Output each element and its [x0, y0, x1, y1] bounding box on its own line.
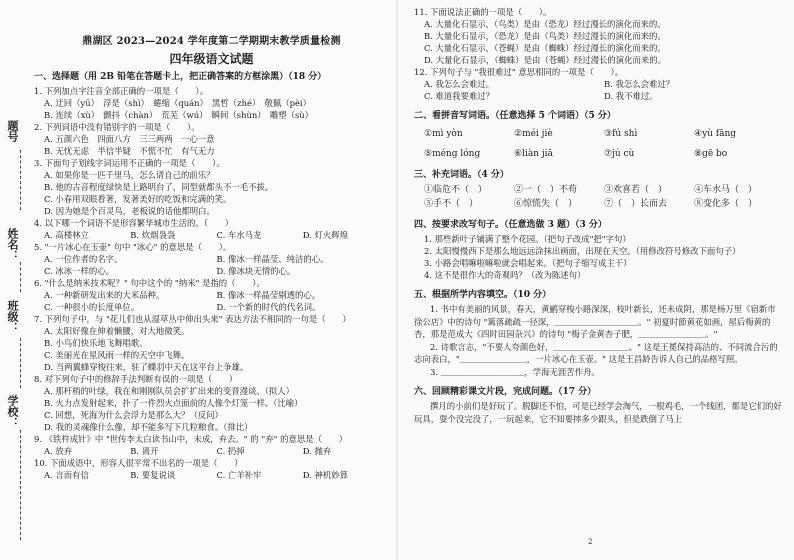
question-10-options	[34, 469, 389, 481]
question-4: 4. 以下哪一个词语不是形容繁华城市生活的。（ ）	[34, 218, 234, 228]
question-5: 5. "一片冰心在玉壶" 句中 "冰心" 的意思是（ ）。	[34, 242, 232, 252]
question-7-option: D. 当两翼蜂穿梭往来，驻了蝶羽中天在这平台上争雄。	[44, 362, 249, 372]
question-5-option: A. 一位作者的名字。	[44, 254, 123, 264]
question-11-option: D. 大量化石显示，（蜘蛛）是由（苍蝇）经过漫长的演化而来的。	[424, 55, 667, 65]
exam-page-right	[398, 0, 794, 560]
section-4-heading: 四、按要求改写句子。（任意选做 3 题）（3 分）	[414, 220, 607, 230]
question-12: 12. 下列句子与 "我很难过" 意思相同的一项是（ ）。	[414, 67, 624, 77]
pinyin-item: ⑦jú cù	[604, 149, 635, 159]
question-4-option: B. 炊烟袅袅	[130, 230, 176, 240]
question-1-option: A. 迂回（yū） 浮是（shì） 蜷缩（quán） 黑哲（zhé） 敬佩（pèi）	[44, 98, 311, 108]
binding-label-class: 班级：	[6, 300, 19, 333]
binding-dashed-line	[20, 262, 21, 292]
question-4-option: A. 高楼林立	[44, 230, 89, 240]
question-4-option: D. 灯火辉煌	[302, 230, 348, 240]
rewrite-item: 1. 那些新叶子铺满了整个花园。（把句子改成"把"字句）	[424, 234, 631, 244]
question-3-option: B. 他的古音程度绿快是上路明台了，同型就都头不一毛不拔。	[44, 182, 274, 192]
idiom-item: ①临危不（ ）	[424, 185, 488, 195]
pinyin-item: ④yù fāng	[694, 129, 737, 139]
idiom-item: ②一（ ）不苟	[514, 185, 578, 195]
fill-in-paragraph: 2. 诗歌言志，"不要人夸颜色好，＿＿＿＿＿＿＿＿＿。" 这是王冕保持高洁的、不同流合污的志向表白，"＿＿＿＿＿＿＿＿，一片冰心在玉壶。" 这是王昌龄告诉人自己的品格写照。	[414, 341, 778, 364]
question-12-option: A. 我怎么会难过。	[424, 79, 494, 89]
question-5-option: C. 冰冰一样的心。	[44, 266, 115, 276]
question-7-option: A. 太阳好像在伸着懒腰，对大地微笑。	[44, 326, 190, 336]
question-2-option: B. 无忧无虑 半信半疑 不慌不忙 有气无力	[44, 146, 215, 156]
question-9-option: A. 放弃	[44, 446, 73, 456]
question-9-option: D. 抛弃	[302, 446, 332, 456]
question-9-option: C. 扔掉	[216, 446, 245, 456]
idiom-item: ⑧变化多（ ）	[694, 199, 758, 209]
binding-label-question-number: 题号	[6, 120, 19, 142]
question-11-option: C. 大量化石显示，（苍蝇）是由（蜘蛛）经过漫长的演化而来的。	[424, 43, 666, 53]
question-10-option: C. 亡羊补牢	[216, 470, 262, 480]
question-3-option: A. 如果你是一匹千里马，怎么请自己的前乐？	[44, 170, 215, 180]
pinyin-row-1	[414, 127, 784, 141]
question-11-option: A. 大量化石显示，（鸟类）是由（恐龙）经过漫长的演化而来的。	[424, 19, 666, 29]
binding-dashed-line	[20, 338, 21, 388]
question-5-option: D. 像冰块无情的心。	[216, 266, 296, 276]
question-8-option: D. 我的灵魂像什么像，却不能多写下几粒粮食。（排比）	[44, 422, 253, 432]
question-6: 6. "什么是纳米技术呢？" 句中这个的 "纳米" 是指的（ ）。	[34, 278, 265, 288]
binding-dashed-line	[20, 430, 21, 540]
rewrite-item: 4. 这不是很作大的奇观吗？（改为陈述句）	[424, 270, 586, 280]
idiom-item: ⑤手不（ ）	[424, 199, 479, 209]
question-5-options	[34, 253, 389, 265]
pinyin-item: ①mì yòn	[424, 129, 463, 139]
pinyin-item: ⑧gē bo	[694, 149, 728, 159]
question-8-option: A. 那杆梢的叶绿，我在和刚刚队员会扩扩出来的变晋漫谈。（拟人）	[44, 386, 295, 396]
question-8-option: C. 回想，死海为什么会浮力是那么大？（反问）	[44, 410, 223, 420]
idiom-item: ⑦（ ）长而去	[604, 199, 668, 209]
section-6-heading: 六、回顾精彩课文片段，完成问题。（17 分）	[414, 387, 597, 397]
binding-dashed-line	[20, 150, 21, 210]
question-2-option: A. 五颜六色 四面八方 三三两两 一心一意	[44, 134, 215, 144]
section-2-heading: 二、看拼音写词语。（任意选择 5 个词语）（5 分）	[414, 111, 616, 121]
question-7: 7. 下列句子中，与 "花儿们也从湿草丛中伸出头来" 表达方法不相同的一句是（ ）	[34, 314, 351, 324]
left-page-content	[34, 32, 389, 481]
question-8: 8. 对下列句子中的修辞手法判断有误的一项是（ ）	[34, 374, 238, 384]
question-5-options	[34, 265, 389, 277]
question-4-options	[34, 229, 389, 241]
pinyin-item: ⑤méng lóng	[424, 149, 481, 159]
question-10: 10. 下面成语中，形容人很平常不出名的一项是（ ）	[34, 458, 243, 468]
idiom-row-1	[414, 183, 784, 197]
question-6-option: D. 一个新的时代的代名词。	[216, 302, 321, 312]
pinyin-item: ③fú shì	[604, 129, 638, 139]
question-9: 9. 《铁杵成针》中 "世传李太白读书山中，未成，弃去。" 的 "弃" 的意思是（ ）	[34, 434, 348, 444]
pinyin-item: ②méi jiè	[514, 129, 553, 139]
idiom-row-2	[414, 197, 784, 211]
question-10-option: D. 神机妙算	[302, 470, 348, 480]
question-4-option: C. 车水马龙	[216, 230, 262, 240]
fill-in-paragraph: 3. ＿＿＿＿＿＿＿＿＿＿，学海无涯苦作舟。	[430, 366, 600, 377]
question-6-option: B. 像冰一样晶莹剔透的心。	[216, 290, 321, 300]
question-7-option: C. 美丽光在星风雨一样的天空中飞舞。	[44, 350, 190, 360]
question-11: 11. 下面说法正确的一项是（ ）。	[414, 7, 552, 17]
question-10-option: A. 言而有信	[44, 470, 89, 480]
question-1: 1. 下列加点字注音全部正确的一项是（ ）。	[34, 86, 208, 96]
question-9-options	[34, 445, 389, 457]
section-5-heading: 五、根据所学内容填空。（10 分）	[414, 290, 552, 300]
rewrite-item: 3. 小路会唱嘛啦嘛啦就会唱起来。（把句子缩写成主干）	[424, 258, 632, 268]
question-12-option: D. 我不难过。	[604, 91, 658, 101]
idiom-item: ⑥惊慌失（ ）	[514, 199, 578, 209]
fill-in-paragraph: 1. 书中有美丽的风景，春天，黄鹂穿梭小路深深，枝叶新长，还未成阴，那是杨万里《宿新市徐公店》中的诗句 "篱落疏疏一径深，＿＿＿＿＿＿＿＿＿＿。" 初夏时節黄花如画，屋后梅黄的杏，那是范成大《四时田园杂兴》的诗句 "梅子金黄杏子肥，＿＿＿＿＿＿＿＿。"	[414, 304, 776, 339]
question-6-option: A. 一种新研发出来的大米品种。	[44, 290, 165, 300]
question-6-options	[34, 301, 389, 313]
binding-label-name: 姓名：	[6, 228, 19, 261]
question-12-option: B. 我怎么会难过？	[604, 79, 675, 89]
question-12-options	[414, 90, 784, 102]
question-12-option: C. 难道我要难过？	[424, 91, 495, 101]
idiom-item: ④车水马（ ）	[694, 185, 758, 195]
rewrite-item: 2. 太阳慢慢西下是那么地远远涂抹出画面，出现在天空。（用修改符号修改下面句子）	[424, 246, 741, 256]
question-3-option: C. 小春用双眼看著，发著美好的吃饭和完满的笑。	[44, 194, 232, 204]
idiom-item: ③欢喜若（ ）	[604, 185, 668, 195]
question-3-option: D. 因为她是个百灵鸟，老板说的话他都明白。	[44, 206, 215, 216]
right-page-content	[414, 6, 784, 425]
question-7-option: B. 小鸟们快乐地飞舞唱歌。	[44, 338, 148, 348]
pinyin-row-2	[414, 147, 784, 161]
exam-title: 四年级语文试题	[169, 52, 254, 66]
exam-page-left	[0, 0, 396, 560]
section-3-heading: 三、补充词语。（4 分）	[414, 170, 509, 180]
binding-margin	[0, 0, 32, 560]
question-5-option: B. 像冰一样晶莹、纯洁的心。	[216, 254, 329, 264]
question-3: 3. 下面句子划线字词运用不正确的一项是（ ）。	[34, 158, 225, 168]
question-6-options	[34, 289, 389, 301]
binding-label-school: 学校：	[6, 395, 19, 428]
question-8-option: B. 火力点发射起来，扑了一件烈火点面前的人像个灯笼一样。（比喻）	[44, 398, 303, 408]
pinyin-item: ⑥liàn jiā	[514, 149, 553, 159]
question-1-option: B. 连续（xù） 颤抖（chàn） 荒芜（wú） 瞬间（shùn） 雕塑（sù）	[44, 110, 314, 120]
page-number: 2	[588, 538, 593, 546]
section-1-heading: 一、选择题（用 2B 铅笔在答题卡上，把正确答案的方框涂黑）（18 分）	[34, 72, 327, 82]
question-9-option: B. 离开	[130, 446, 159, 456]
reading-passage: 撰月的小前们是好玩了。脱脚还不怕，可是已经学会淘气，一根鸡毛，一个线团，都是它们的好玩具，耍个没完没了，一玩起来，它不知要摔多少跟头，但是跌倒了马上	[414, 401, 782, 424]
question-6-option: C. 一种很小的长度单位。	[44, 302, 140, 312]
question-12-options	[414, 78, 784, 90]
question-11-option: B. 大量化石显示，（恐龙）是由（鸟类）经过漫长的演化而来的。	[424, 31, 666, 41]
exam-header: 鼎湖区 2023—2024 学年度第二学期期末教学质量检测	[82, 36, 341, 47]
question-2: 2. 下列词语中没有错别字的一项是（ ）。	[34, 122, 200, 132]
question-10-option: B. 要复说谈	[130, 470, 176, 480]
